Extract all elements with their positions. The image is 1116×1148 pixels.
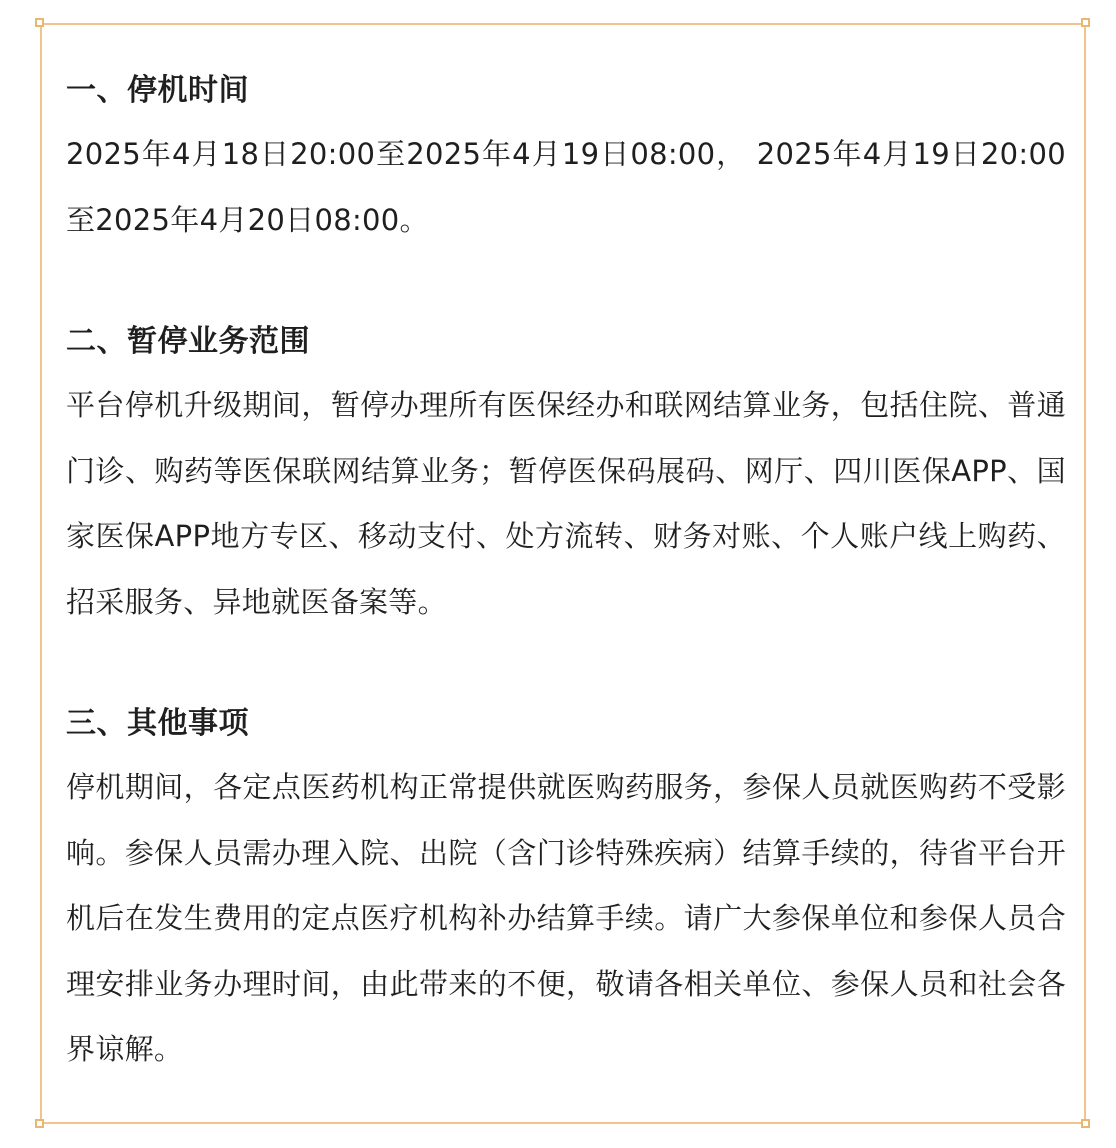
frame-corner-bottom-left — [35, 1119, 44, 1128]
section-other-matters — [66, 693, 1066, 1083]
notice-content — [66, 60, 1066, 1083]
frame-corner-top-left — [35, 18, 44, 27]
section-body-other-matters: 停机期间，各定点医药机构正常提供就医购药服务，参保人员就医购药不受影响。参保人员需办理入院、出院（含门诊特殊疾病）结算手续的，待省平台开机后在发生费用的定点医疗机构补办结算手续。请广大参保单位和参保人员合理安排业务办理时间，由此带来的不便，敬请各相关单位、参保人员和社会各界谅解。 — [66, 770, 1066, 1066]
section-downtime — [66, 60, 1066, 253]
frame-corner-top-right — [1081, 18, 1090, 27]
section-heading-downtime: 一、停机时间 — [66, 73, 249, 108]
frame-corner-bottom-right — [1081, 1119, 1090, 1128]
section-heading-suspended-services: 二、暂停业务范围 — [66, 324, 310, 359]
section-body-downtime: 2025年4月18日20:00至2025年4月19日08:00， 2025年4月19日20:00至2025年4月20日08:00。 — [66, 137, 1066, 237]
section-suspended-services — [66, 311, 1066, 635]
section-body-suspended-services: 平台停机升级期间，暂停办理所有医保经办和联网结算业务，包括住院、普通门诊、购药等医保联网结算业务；暂停医保码展码、网厅、四川医保APP、国家医保APP地方专区、移动支付、处方流转、财务对账、个人账户线上购药、招采服务、异地就医备案等。 — [66, 388, 1066, 619]
section-heading-other-matters: 三、其他事项 — [66, 706, 249, 741]
